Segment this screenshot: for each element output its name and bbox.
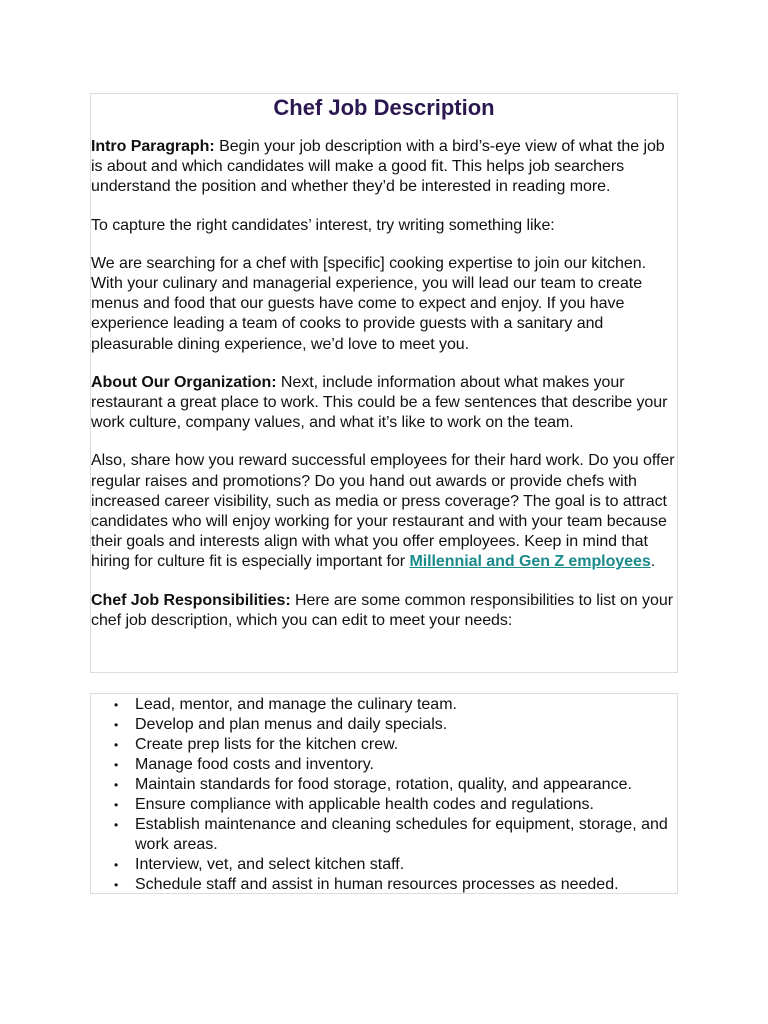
list-item — [91, 755, 677, 775]
intro-text: Begin your job description with a bird’s-eye view of what the job is about and which candidates will make a good fit. This helps job searchers understand the position and whether they’d be interested in reading more. — [91, 138, 665, 196]
bullet-icon: • — [114, 758, 119, 772]
responsibilities-text: Here are some common responsibilities to list on your chef job description, which you can edit to meet your needs: — [91, 591, 673, 629]
responsibilities-label: Chef Job Responsibilities: — [91, 591, 291, 609]
document-content-box — [90, 93, 678, 673]
bullet-icon: • — [114, 778, 119, 792]
responsibilities-paragraph — [91, 591, 677, 631]
sample-paragraph: We are searching for a chef with [specific] cooking expertise to join our kitchen. With your culinary and managerial experience, you will lead our team to create menus and food that our guests have come to expect and enjoy. If you have experience leading a team of cooks to provide guests with a sanitary and pleasurable dining experience, we’d love to meet you. — [91, 254, 646, 353]
about-label: About Our Organization: — [91, 373, 277, 391]
list-item — [91, 695, 677, 715]
responsibilities-list-box — [90, 693, 678, 894]
list-item-text: Manage food costs and inventory. — [135, 756, 374, 773]
list-item-text: Ensure compliance with applicable health codes and regulations. — [135, 796, 594, 813]
bullet-icon: • — [114, 818, 119, 832]
page-title: Chef Job Description — [273, 95, 495, 120]
capture-paragraph: To capture the right candidates’ interest, try writing something like: — [91, 216, 555, 234]
list-item-text: Schedule staff and assist in human resources processes as needed. — [135, 876, 619, 893]
bullet-icon: • — [114, 718, 119, 732]
bullet-icon: • — [114, 798, 119, 812]
reward-text: Also, share how you reward successful employees for their hard work. Do you offer regular raises and promotions? Do you hand out awards or provide chefs with increased career visibility, such as media or press coverage? The goal is to attract candidates who will enjoy working for your restaurant and with your team because their goals and interests align with what you offer employees. Keep in mind that hiring for culture fit is especially important for — [91, 452, 675, 571]
about-text: Next, include information about what makes your restaurant a great place to work. This could be a few sentences that describe your work culture, company values, and what it’s like to work on the team. — [91, 373, 668, 432]
list-item — [91, 775, 677, 795]
list-item — [91, 875, 677, 895]
list-item-text: Lead, mentor, and manage the culinary team. — [135, 696, 457, 713]
bullet-icon: • — [114, 738, 119, 752]
intro-label: Intro Paragraph: — [91, 138, 215, 155]
list-item — [91, 795, 677, 815]
millennial-gen-z-link[interactable]: Millennial and Gen Z employees — [409, 553, 651, 571]
reward-paragraph — [91, 451, 677, 572]
bullet-icon: • — [114, 878, 119, 892]
list-item-text: Create prep lists for the kitchen crew. — [135, 736, 399, 753]
reward-end: . — [650, 553, 656, 571]
list-item-text: Develop and plan menus and daily specials. — [135, 716, 448, 733]
list-item — [91, 715, 677, 735]
list-item — [91, 815, 677, 855]
bullet-icon: • — [114, 698, 119, 712]
list-item-text: Maintain standards for food storage, rotation, quality, and appearance. — [135, 776, 632, 793]
list-item — [91, 735, 677, 755]
bullet-icon: • — [114, 858, 119, 872]
responsibilities-list — [91, 695, 677, 895]
about-paragraph — [91, 373, 677, 434]
list-item-text: Establish maintenance and cleaning schedules for equipment, storage, and work areas. — [135, 816, 668, 853]
list-item — [91, 855, 677, 875]
intro-paragraph — [91, 137, 677, 198]
list-item-text: Interview, vet, and select kitchen staff. — [135, 856, 405, 873]
